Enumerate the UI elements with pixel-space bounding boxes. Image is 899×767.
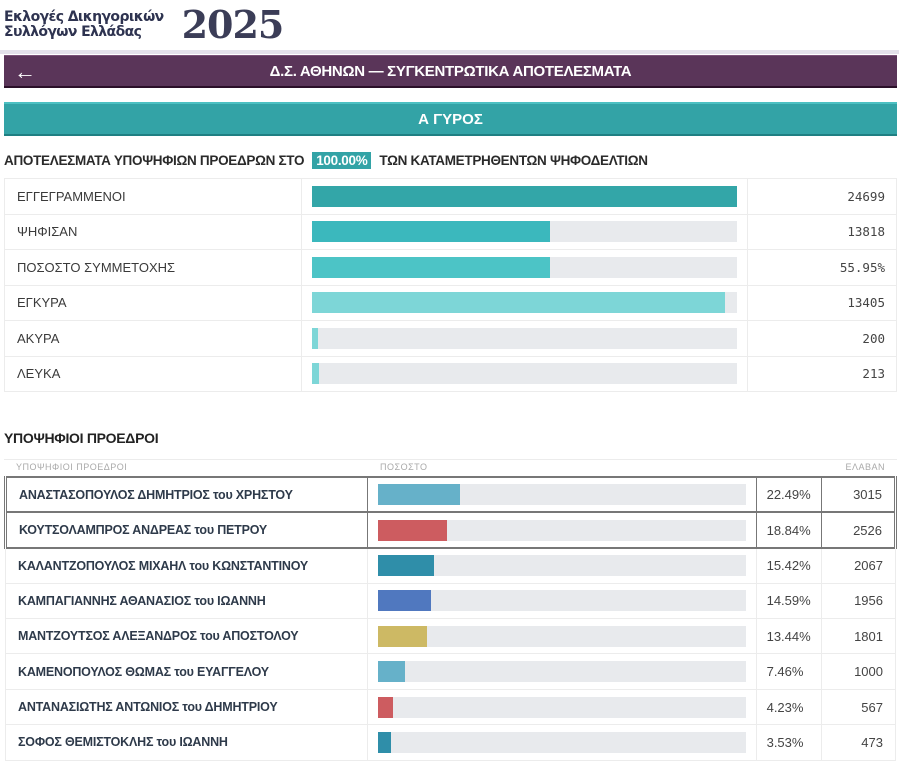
turnout-stats-table xyxy=(4,178,897,392)
stat-bar-fill xyxy=(312,292,724,313)
candidate-name: ΣΟΦΟΣ ΘΕΜΙΣΤΟΚΛΗΣ του ΙΩΑΝΝΗ xyxy=(6,725,368,760)
candidate-bar-cell xyxy=(367,725,756,760)
candidate-bar-track xyxy=(378,484,746,505)
candidate-votes: 1801 xyxy=(822,619,896,654)
stat-bar-cell xyxy=(302,179,748,215)
candidate-bar-track xyxy=(378,555,746,576)
candidate-bar-fill xyxy=(378,484,461,505)
stat-bar-fill xyxy=(312,363,319,384)
candidates-table-header xyxy=(4,459,897,475)
candidate-row[interactable] xyxy=(6,654,896,689)
candidate-votes: 1000 xyxy=(822,654,896,689)
candidate-bar-track xyxy=(378,590,746,611)
candidate-bar-cell xyxy=(367,654,756,689)
candidate-row[interactable] xyxy=(6,619,896,654)
stat-bar-cell xyxy=(302,285,748,321)
stat-bar-fill xyxy=(312,186,737,207)
candidate-name: ΚΑΜΠΑΓΙΑΝΝΗΣ ΑΘΑΝΑΣΙΟΣ του ΙΩΑΝΝΗ xyxy=(6,583,368,618)
back-arrow-icon[interactable]: ← xyxy=(14,59,36,84)
page-title: Δ.Σ. ΑΘΗΝΩΝ — ΣΥΓΚΕΝΤΡΩΤΙΚΑ ΑΠΟΤΕΛΕΣΜΑΤΑ xyxy=(269,62,632,80)
candidate-percent: 14.59% xyxy=(756,583,822,618)
column-header-votes: ΕΛΑΒΑΝ xyxy=(845,462,885,472)
stat-bar-fill xyxy=(312,257,550,278)
candidate-name: ΚΟΥΤΣΟΛΑΜΠΡΟΣ ΑΝΔΡΕΑΣ του ΠΕΤΡΟΥ xyxy=(6,512,368,547)
stat-bar-track xyxy=(312,363,737,384)
candidate-percent: 15.42% xyxy=(756,548,822,583)
candidate-percent: 4.23% xyxy=(756,689,822,724)
candidate-bar-cell xyxy=(367,583,756,618)
column-header-percent: ΠΟΣΟΣΤΟ xyxy=(380,462,428,472)
candidate-percent: 13.44% xyxy=(756,619,822,654)
candidate-row[interactable] xyxy=(6,583,896,618)
stats-row xyxy=(5,214,897,250)
stat-label: ΨΗΦΙΣΑΝ xyxy=(5,214,302,250)
candidate-bar-cell xyxy=(367,477,756,512)
candidate-bar-fill xyxy=(378,697,394,718)
stats-row xyxy=(5,321,897,357)
logo-line-2: Συλλόγων Ελλάδας xyxy=(4,24,142,40)
round-label: Α ΓΥΡΟΣ xyxy=(418,110,483,128)
stat-bar-cell xyxy=(302,356,748,392)
stat-bar-track xyxy=(312,186,737,207)
candidate-votes: 473 xyxy=(822,725,896,760)
logo-line-1: Εκλογές Δικηγορικών xyxy=(4,9,164,25)
top-band-divider xyxy=(0,50,899,54)
candidate-row[interactable] xyxy=(6,512,896,547)
candidate-bar-track xyxy=(378,697,746,718)
candidate-bar-fill xyxy=(378,520,447,541)
stat-label: ΛΕΥΚΑ xyxy=(5,356,302,392)
candidate-votes: 2526 xyxy=(822,512,896,547)
results-heading xyxy=(4,150,648,170)
candidate-bar-track xyxy=(378,661,746,682)
candidate-votes: 567 xyxy=(822,689,896,724)
candidate-name: ΚΑΜΕΝΟΠΟΥΛΟΣ ΘΩΜΑΣ του ΕΥΑΓΓΕΛΟΥ xyxy=(6,654,368,689)
candidate-bar-fill xyxy=(378,626,427,647)
candidates-table xyxy=(4,476,897,761)
stat-bar-fill xyxy=(312,328,318,349)
candidate-bar-fill xyxy=(378,732,391,753)
candidate-bar-cell xyxy=(367,548,756,583)
round-tab[interactable] xyxy=(4,102,897,136)
candidate-votes: 3015 xyxy=(822,477,896,512)
counted-percent-badge: 100.00% xyxy=(312,152,371,169)
stat-value: 200 xyxy=(748,321,897,357)
candidate-bar-fill xyxy=(378,661,405,682)
title-bar xyxy=(4,55,897,88)
stat-label: ΕΓΚΥΡΑ xyxy=(5,285,302,321)
stat-bar-track xyxy=(312,221,737,242)
candidates-heading: ΥΠΟΨΗΦΙΟΙ ΠΡΟΕΔΡΟΙ xyxy=(4,430,159,446)
stat-label: ΠΟΣΟΣΤΟ ΣΥΜΜΕΤΟΧΗΣ xyxy=(5,250,302,286)
results-heading-suffix: ΤΩΝ ΚΑΤΑΜΕΤΡΗΘΕΝΤΩΝ ΨΗΦΟΔΕΛΤΙΩΝ xyxy=(379,152,648,168)
candidate-bar-cell xyxy=(367,619,756,654)
stat-bar-cell xyxy=(302,214,748,250)
candidate-bar-track xyxy=(378,520,746,541)
stat-bar-track xyxy=(312,328,737,349)
logo-year: 2025 xyxy=(181,2,284,47)
column-header-name: ΥΠΟΨΗΦΙΟΙ ΠΡΟΕΔΡΟΙ xyxy=(16,462,128,472)
candidate-name: ΑΝΤΑΝΑΣΙΩΤΗΣ ΑΝΤΩΝΙΟΣ του ΔΗΜΗΤΡΙΟΥ xyxy=(6,689,368,724)
candidate-votes: 1956 xyxy=(822,583,896,618)
stat-bar-cell xyxy=(302,250,748,286)
stat-bar-track xyxy=(312,257,737,278)
stat-bar-fill xyxy=(312,221,550,242)
candidate-votes: 2067 xyxy=(822,548,896,583)
candidate-row[interactable] xyxy=(6,689,896,724)
stat-value: 55.95% xyxy=(748,250,897,286)
candidate-row[interactable] xyxy=(6,548,896,583)
stats-row xyxy=(5,179,897,215)
candidate-name: ΜΑΝΤΖΟΥΤΣΟΣ ΑΛΕΞΑΝΔΡΟΣ του ΑΠΟΣΤΟΛΟΥ xyxy=(6,619,368,654)
stats-row xyxy=(5,356,897,392)
candidate-row[interactable] xyxy=(6,477,896,512)
candidate-name: ΚΑΛΑΝΤΖΟΠΟΥΛΟΣ ΜΙΧΑΗΛ του ΚΩΝΣΤΑΝΤΙΝΟΥ xyxy=(6,548,368,583)
candidate-bar-cell xyxy=(367,689,756,724)
candidate-percent: 18.84% xyxy=(756,512,822,547)
candidate-percent: 22.49% xyxy=(756,477,822,512)
candidate-bar-fill xyxy=(378,590,432,611)
stat-label: ΑΚΥΡΑ xyxy=(5,321,302,357)
stat-value: 213 xyxy=(748,356,897,392)
candidate-bar-track xyxy=(378,626,746,647)
site-logo[interactable] xyxy=(4,4,283,46)
stat-value: 13405 xyxy=(748,285,897,321)
candidate-name: ΑΝΑΣΤΑΣΟΠΟΥΛΟΣ ΔΗΜΗΤΡΙΟΣ του ΧΡΗΣΤΟΥ xyxy=(6,477,368,512)
stat-bar-cell xyxy=(302,321,748,357)
stats-row xyxy=(5,285,897,321)
logo-text xyxy=(4,10,164,40)
candidate-bar-track xyxy=(378,732,746,753)
results-heading-prefix: ΑΠΟΤΕΛΕΣΜΑΤΑ ΥΠΟΨΗΦΙΩΝ ΠΡΟΕΔΡΩΝ ΣΤΟ xyxy=(4,152,305,168)
stat-value: 13818 xyxy=(748,214,897,250)
candidate-bar-cell xyxy=(367,512,756,547)
candidate-percent: 3.53% xyxy=(756,725,822,760)
stats-row xyxy=(5,250,897,286)
candidate-row[interactable] xyxy=(6,725,896,760)
candidate-percent: 7.46% xyxy=(756,654,822,689)
stat-value: 24699 xyxy=(748,179,897,215)
stat-label: ΕΓΓΕΓΡΑΜΜΕΝΟΙ xyxy=(5,179,302,215)
candidate-bar-fill xyxy=(378,555,435,576)
stat-bar-track xyxy=(312,292,737,313)
